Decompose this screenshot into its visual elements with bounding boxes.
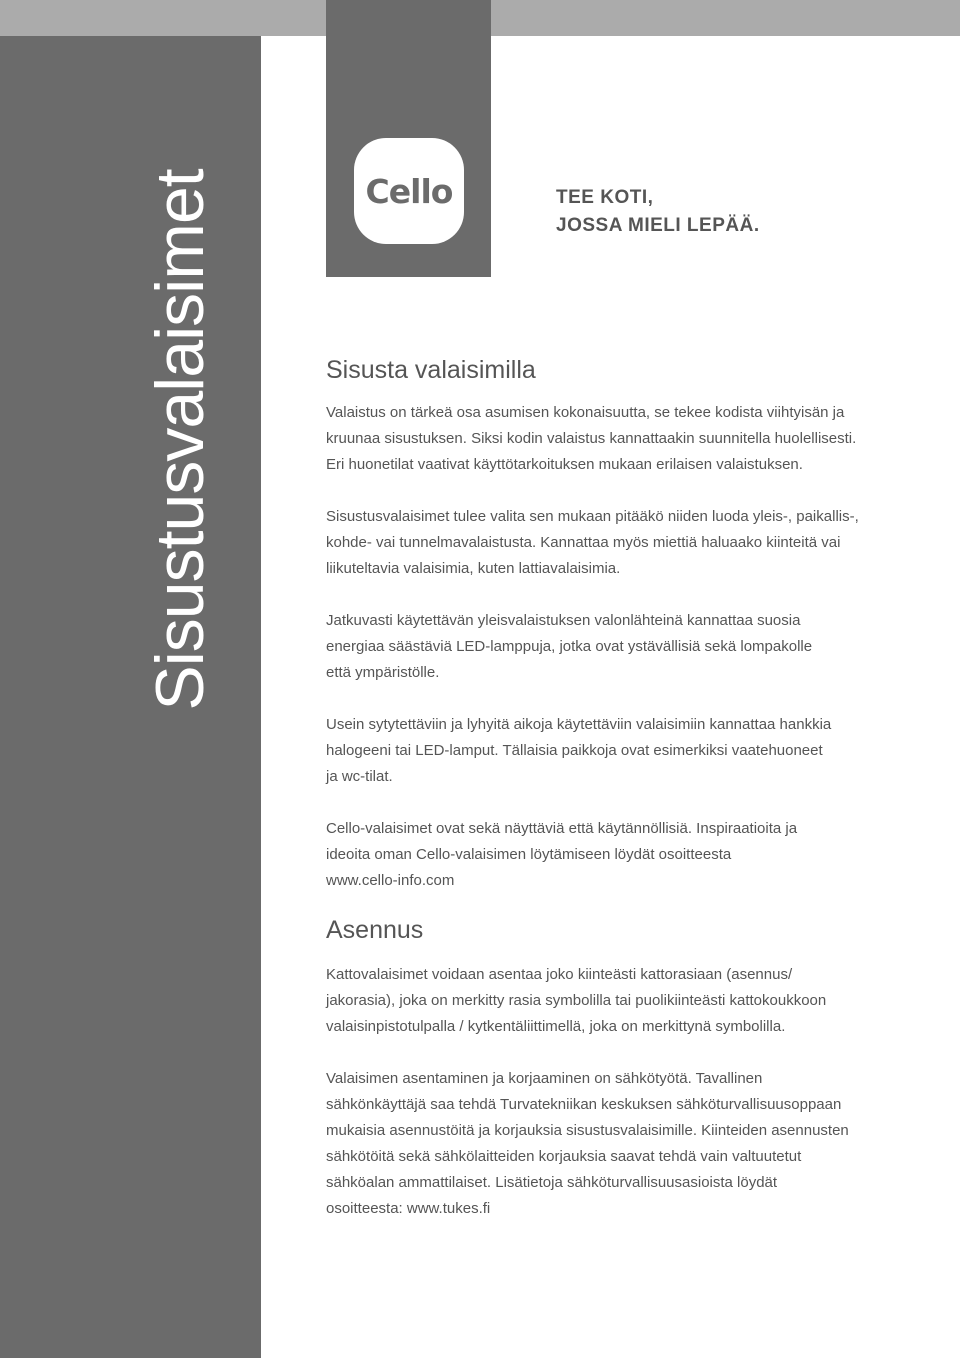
text-line: ja wc-tilat. [326, 768, 393, 785]
text-line: jakorasia), joka on merkitty rasia symbolilla tai puolikiinteästi kattokoukkoon [326, 992, 827, 1009]
text-line: mukaisia asennustöitä ja korjauksia sisustusvalaisimille. Kiinteiden asennusten [326, 1122, 849, 1139]
logo-text: Cello [365, 171, 453, 211]
text-line: valaisinpistotulpalla / kytkentäliittimellä, joka on merkittynä symbolilla. [326, 1018, 786, 1035]
text-line: sähköalan ammattilaiset. Lisätietoja sähköturvallisuusasioista löydät [326, 1174, 778, 1191]
cello-logo [354, 138, 464, 244]
vertical-title: Sisustusvalaisimet [142, 169, 218, 711]
paragraph [326, 608, 906, 686]
text-line: Eri huonetilat vaativat käyttötarkoituksen mukaan erilaisen valaistuksen. [326, 456, 803, 473]
text-line: halogeeni tai LED-lamput. Tällaisia paikkoja ovat esimerkiksi vaatehuoneet [326, 742, 823, 759]
text-line: Valaistus on tärkeä osa asumisen kokonaisuutta, se tekee kodista viihtyisän ja [326, 404, 845, 421]
text-line: Usein sytytettäviin ja lyhyitä aikoja käytettäviin valaisimiin kannattaa hankkia [326, 716, 832, 733]
text-line: sähkönkäyttäjä saa tehdä Turvatekniikan keskuksen sähköturvallisuusoppaan [326, 1096, 842, 1113]
paragraph [326, 504, 906, 582]
section-heading-asennus: Asennus [326, 916, 424, 944]
top-bar-left [0, 0, 326, 36]
top-bar-right [491, 0, 960, 36]
text-line: kohde- vai tunnelmavalaistusta. Kannattaa myös miettiä haluaako kiinteitä vai [326, 534, 841, 551]
tagline-line-1: TEE KOTI, [556, 187, 654, 208]
top-bar-mid [326, 0, 491, 36]
paragraph [326, 962, 906, 1040]
logo-block [326, 36, 491, 277]
tagline-line-2: JOSSA MIELI LEPÄÄ. [556, 215, 760, 236]
text-line: ideoita oman Cello-valaisimen löytämiseen löydät osoitteesta [326, 846, 732, 863]
text-line: Jatkuvasti käytettävän yleisvalaistuksen valonlähteinä kannattaa suosia [326, 612, 801, 629]
text-line: sähkötöitä sekä sähkölaitteiden korjauksia saavat tehdä vain valtuutetut [326, 1148, 802, 1165]
text-line: Cello-valaisimet ovat sekä näyttäviä että käytännöllisiä. Inspiraatioita ja [326, 820, 798, 837]
text-line: liikuteltavia valaisimia, kuten lattiavalaisimia. [326, 560, 621, 577]
paragraph [326, 712, 906, 790]
text-line: energiaa säästäviä LED-lamppuja, jotka ovat ystävällisiä sekä lompakolle [326, 638, 813, 655]
text-line: että ympäristölle. [326, 664, 440, 681]
text-line: Sisustusvalaisimet tulee valita sen mukaan pitääkö niiden luoda yleis-, paikallis-, [326, 508, 859, 525]
main-content [326, 352, 906, 1222]
tagline [556, 184, 760, 240]
section-heading-sisusta: Sisusta valaisimilla [326, 356, 536, 384]
text-line: Kattovalaisimet voidaan asentaa joko kiinteästi kattorasiaan (asennus/ [326, 966, 793, 983]
side-panel [0, 36, 261, 1358]
tukes-link-line[interactable]: osoitteesta: www.tukes.fi [326, 1200, 491, 1217]
paragraph [326, 1066, 906, 1222]
text-line: Valaisimen asentaminen ja korjaaminen on sähkötyötä. Tavallinen [326, 1070, 763, 1087]
paragraph [326, 400, 906, 478]
paragraph [326, 816, 906, 894]
cello-info-link[interactable]: www.cello-info.com [326, 872, 455, 889]
text-line: kruunaa sisustuksen. Siksi kodin valaistus kannattaakin suunnitella huolellisesti. [326, 430, 857, 447]
